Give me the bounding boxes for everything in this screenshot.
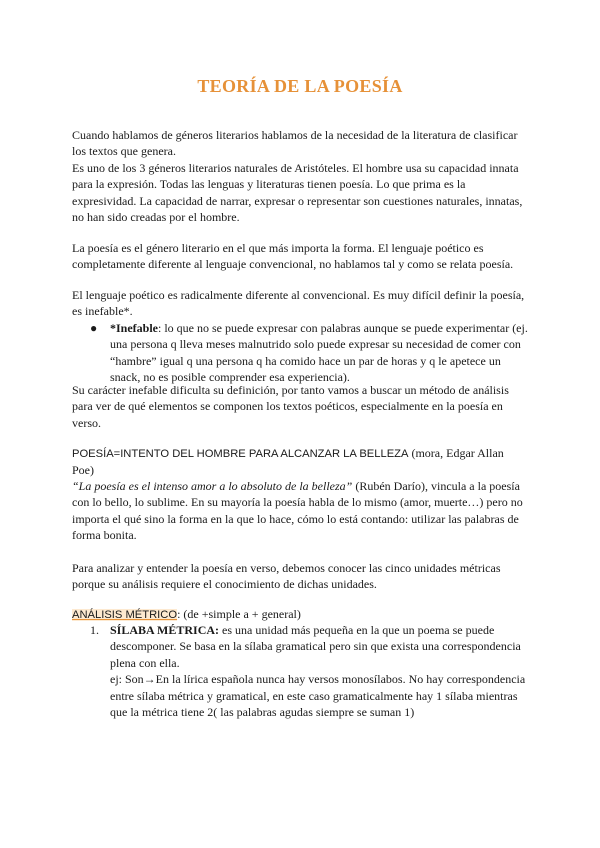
dario-quote: “La poesía es el intenso amor a lo absoluto de la belleza” (72, 479, 353, 493)
paragraph-intro-text: Cuando hablamos de géneros literarios hablamos de la necesidad de la literatura de clasificar los textos que genera. (72, 128, 518, 159)
dario-text: (Rubén Darío), vincula a la poesía con lo bello, lo sublime. En su mayoría la poesía habla de lo mismo (amor, muerte…) pero no importa el qué sino la forma en la que lo hace, cómo lo está contando: utilizar las palabras de forma bonita. (72, 479, 523, 543)
list-item-text (110, 622, 530, 720)
poe-attribution: (mora, Edgar Allan Poe) (72, 446, 504, 478)
section-subtitle: : (de +simple a + general) (177, 607, 301, 621)
bullet-term: *Inefable (110, 321, 158, 335)
paragraph-forma: La poesía es el género literario en el que más importa la forma. El lenguaje poético es completamente diferente al lenguaje convencional, no hablamos tal y como se relata poesía. (72, 241, 514, 272)
paragraph-inefable: El lenguaje poético es radicalmente diferente al convencional. Es muy difícil definir la poesía, es inefable*. (72, 288, 525, 319)
bullet-inefable (72, 320, 528, 386)
list-item-term: SÍLABA MÉTRICA: (110, 623, 220, 637)
paragraph-dario (72, 478, 528, 544)
bullet-inefable-text (110, 320, 530, 386)
paragraph-intro (72, 127, 528, 225)
list-item-example: ej: Son→En la lírica española nunca hay versos monosílabos. No hay correspondencia entre sílaba métrica y gramatical, en este caso gramaticalmente hay 1 sílaba mientras que la métrica tiene 2( las palabras agudas siempre se suman 1) (110, 672, 526, 720)
list-number: 1. (90, 623, 99, 637)
bullet-dot-icon: ● (90, 321, 98, 335)
section-heading (72, 606, 528, 623)
page-title: TEORÍA DE LA POESÍA (197, 76, 403, 96)
paragraph-aristoteles: Es uno de los 3 géneros literarios naturales de Aristóteles. El hombre usa su capacidad innata para la expresión. Todas las lenguas y literaturas tienen poesía. Lo que prima es la expresividad. La capacidad de narrar, expresar o representar son cuestiones naturales, innatas, no han sido creadas por el hombre. (72, 160, 523, 225)
section-label: ANÁLISIS MÉTRICO (72, 609, 178, 621)
paragraph-unidades: Para analizar y entender la poesía en verso, debemos conocer las cinco unidades métricas porque su análisis requiere el conocimiento de dichas unidades. (72, 561, 501, 592)
bullet-definition: : lo que no se puede expresar con palabras aunque se puede experimentar (ej. una persona q lleva meses malnutrido solo puede expresar su necesidad de comer con “hambre” igual q una persona q ha comido hace un par de horas y q le apetece un snack, no es posible comprender esa experiencia). (110, 321, 528, 385)
paragraph-poe (72, 445, 528, 480)
list-item-definition: es una unidad más pequeña en la que un poema se puede descomponer. Se basa en la sílaba gramatical pero sin que exista una correspondencia plena con ella. (110, 623, 521, 670)
poe-definition: POESÍA=INTENTO DEL HOMBRE PARA ALCANZAR LA BELLEZA (72, 448, 409, 460)
paragraph-caracter: Su carácter inefable dificulta su definición, por tanto vamos a buscar un método de análisis para ver de qué elementos se componen los textos poéticos, especialmente en la poesía en verso. (72, 383, 509, 430)
list-item-silaba (72, 622, 528, 722)
